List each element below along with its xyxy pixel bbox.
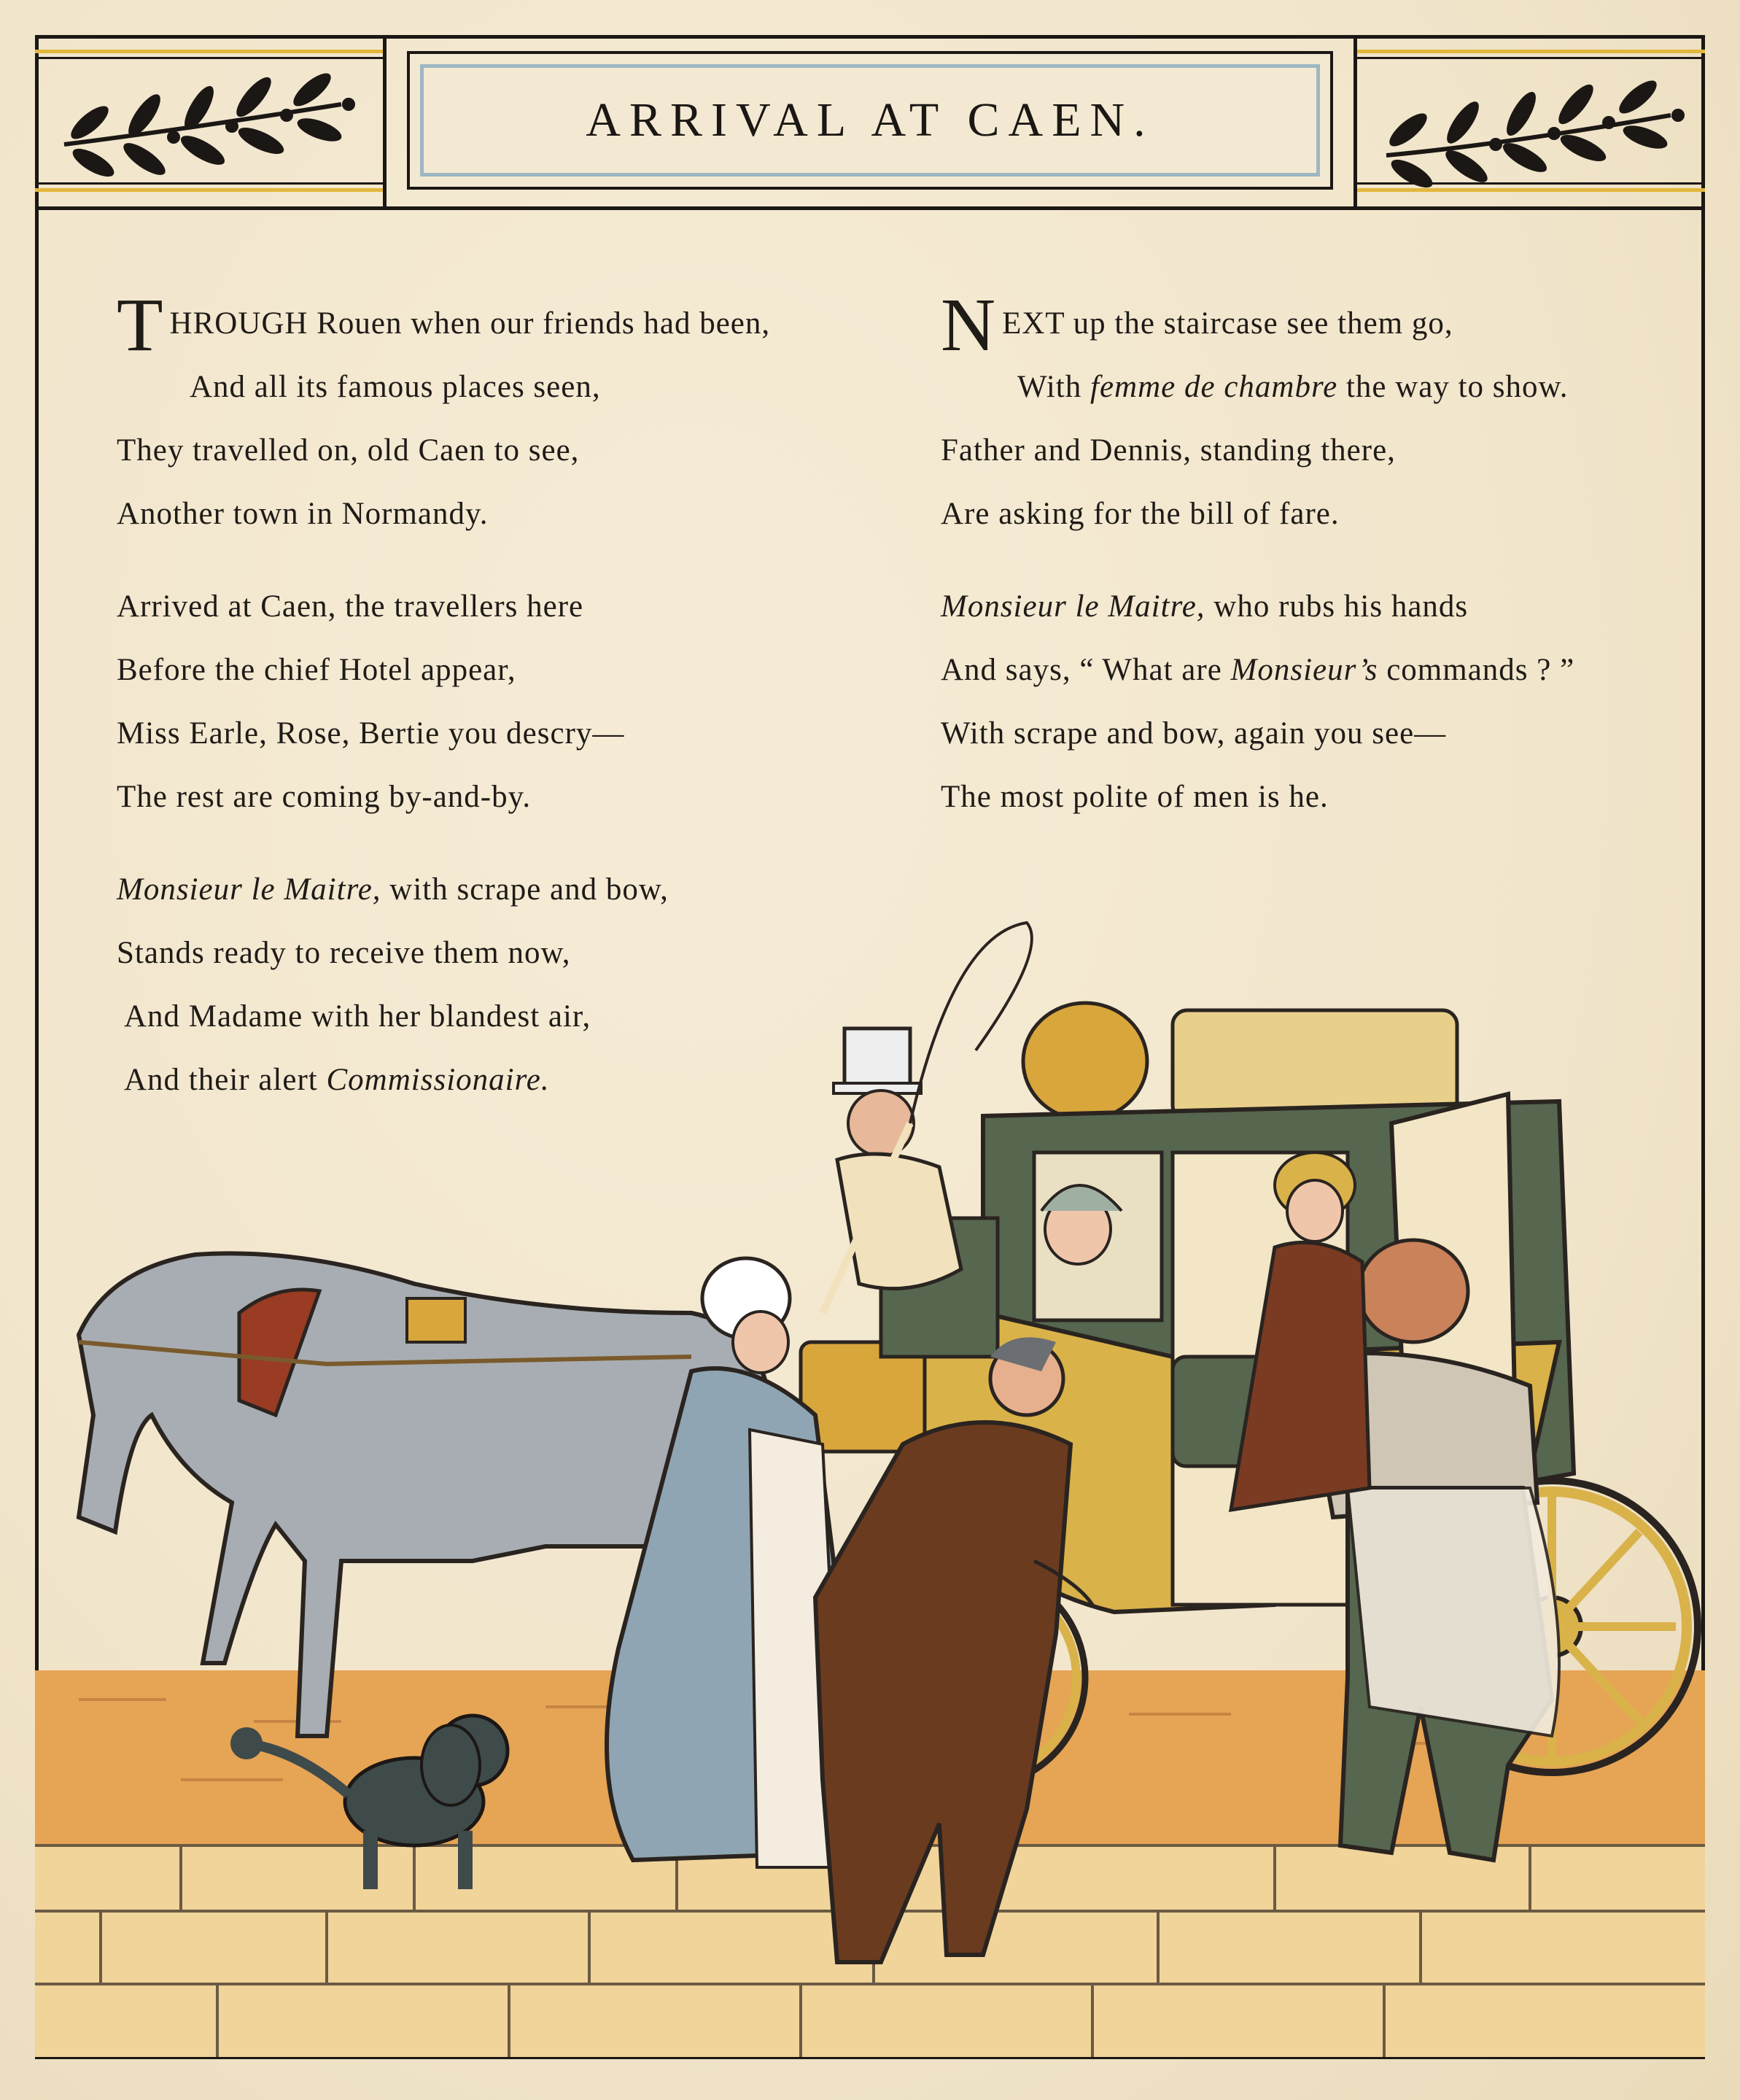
right-ornament-panel [1353, 35, 1705, 206]
carriage-arrival-illustration [35, 904, 1705, 2057]
stanza [941, 283, 1574, 546]
poem-line-text: who rubs his hands [1205, 589, 1469, 624]
title-inner-frame [420, 64, 1320, 177]
poem-line [117, 283, 771, 367]
stanza [117, 575, 770, 829]
poem-line [941, 283, 1574, 367]
italic-phrase: femme de chambre [1090, 370, 1338, 404]
poem-line-text: And their alert [124, 1063, 327, 1097]
drop-cap: N [941, 283, 997, 367]
poem-line: Miss Earle, Rose, Bertie you descry— [117, 716, 625, 751]
page-title: ARRIVAL AT CAEN. [586, 93, 1154, 147]
poem-line: And Madame with her blandest air, [124, 999, 591, 1034]
poem-line: The rest are coming by-and-by. [117, 780, 532, 814]
poem-line: And all its famous places seen, [190, 370, 601, 404]
laurel-branch-icon [1357, 35, 1705, 206]
italic-phrase: Monsieur le Maitre, [117, 872, 381, 907]
poem-line: Another town in Normandy. [117, 497, 489, 531]
left-ornament-panel [35, 35, 387, 206]
italic-phrase: Monsieur le Maitre, [941, 589, 1205, 624]
italic-phrase: Monsieur’s [1230, 653, 1378, 687]
poem-line-text: HROUGH Rouen when our friends had been, [169, 306, 771, 341]
poem-line: Arrived at Caen, the travellers here [117, 589, 584, 624]
poem-line [941, 575, 1574, 638]
poem-line: With scrape and bow, again you see— [941, 716, 1447, 751]
poem-line: Are asking for the bill of fare. [941, 497, 1340, 531]
poem-line: Stands ready to receive them now, [117, 936, 571, 970]
stanza [117, 283, 771, 546]
poem-line-text: commands ? ” [1378, 653, 1575, 687]
poem-line: Father and Dennis, standing there, [941, 433, 1396, 468]
title-box [407, 51, 1333, 190]
poem-right-column [941, 283, 1575, 858]
poem-line: The most polite of men is he. [941, 780, 1329, 814]
poem-line: Before the chief Hotel appear, [117, 653, 516, 687]
stanza [941, 575, 1574, 829]
poem-line-text: And says, “ What are [941, 653, 1231, 687]
poem-line-text: With [1017, 370, 1091, 404]
poem-line-text: EXT up the staircase see them go, [1002, 306, 1453, 341]
poem-line: They travelled on, old Caen to see, [117, 433, 580, 468]
laurel-branch-icon [35, 35, 383, 206]
poem-line [941, 355, 1574, 419]
poem-line [941, 638, 1574, 702]
header-band [35, 35, 1705, 210]
poem-line-text: with scrape and bow, [381, 872, 669, 907]
drop-cap: T [117, 283, 164, 367]
poem-line-text: the way to show. [1337, 370, 1569, 404]
italic-phrase: Commissionaire. [326, 1063, 550, 1097]
